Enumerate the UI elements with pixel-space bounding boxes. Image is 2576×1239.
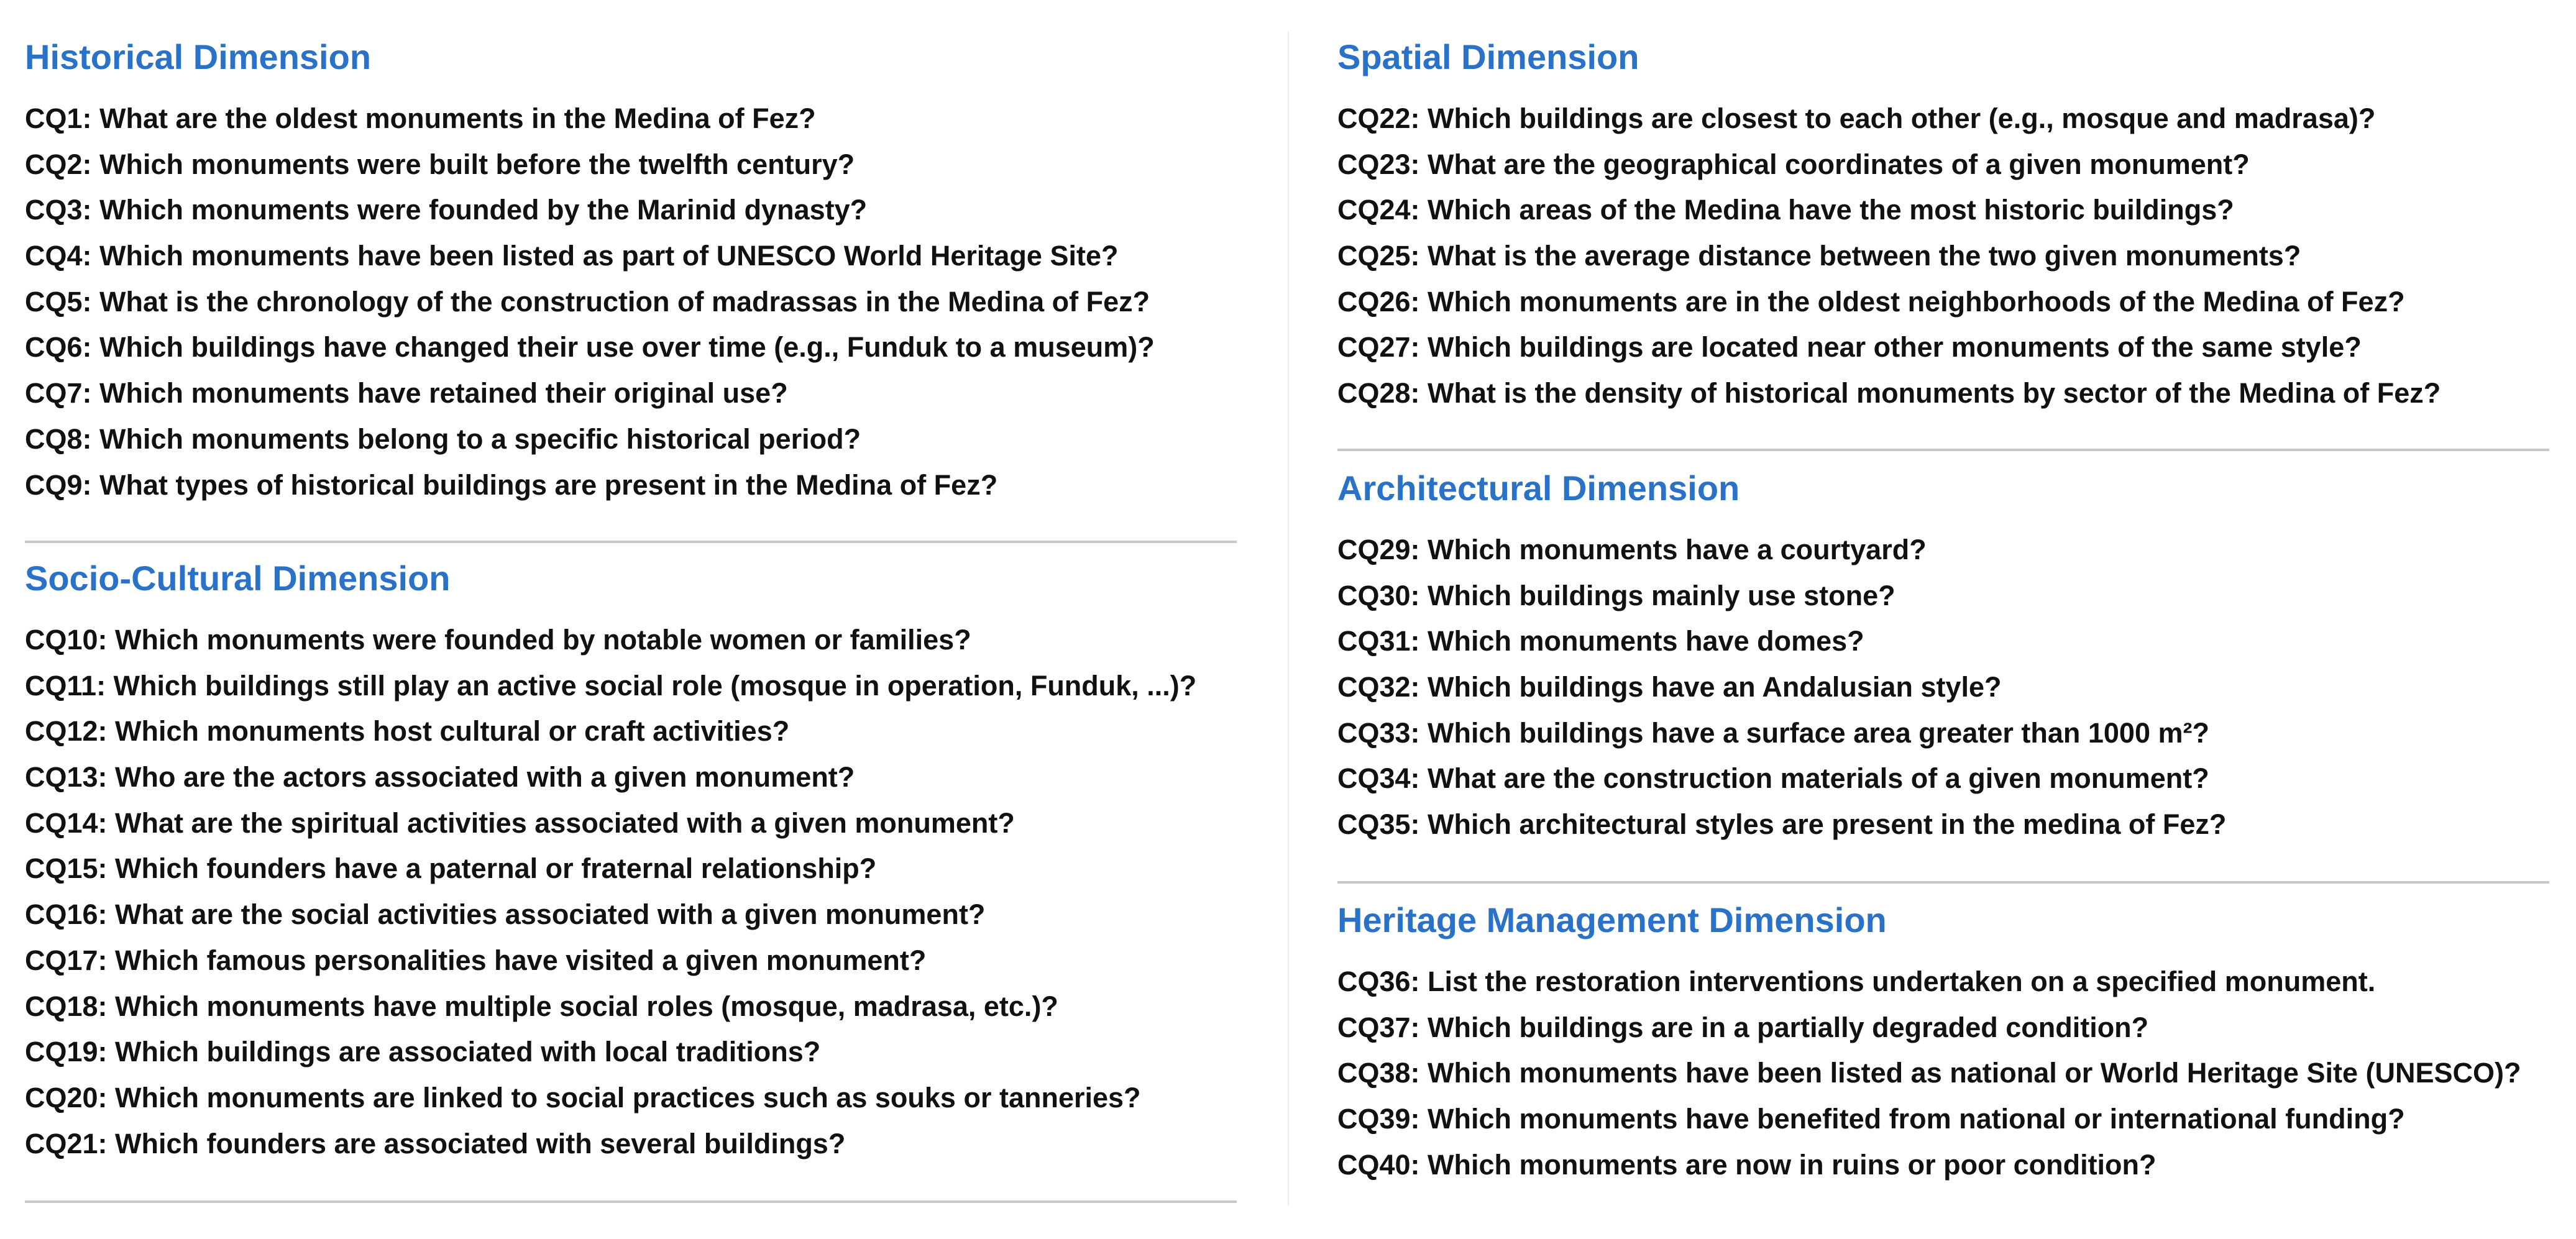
cq-item: CQ11: Which buildings still play an active social role (mosque in operation, Funduk, ...)?	[25, 669, 1197, 702]
cq-item: CQ30: Which buildings mainly use stone?	[1337, 579, 1895, 611]
cq-item: CQ18: Which monuments have multiple social roles (mosque, madrasa, etc.)?	[25, 990, 1058, 1022]
cq-item: CQ22: Which buildings are closest to each other (e.g., mosque and madrasa)?	[1337, 103, 2376, 134]
cq-item: CQ13: Who are the actors associated with a given monument?	[25, 761, 855, 793]
cq-item: CQ8: Which monuments belong to a specific historical period?	[25, 423, 861, 455]
cq-item: CQ5: What is the chronology of the construction of madrassas in the Medina of Fez?	[25, 285, 1150, 318]
cq-item: CQ34: What are the construction materials of a given monument?	[1337, 762, 2209, 795]
section-title-heritage-management: Heritage Management Dimension	[1337, 900, 1887, 940]
cq-item: CQ40: Which monuments are now in ruins or poor condition?	[1337, 1148, 2157, 1181]
cq-list-architectural	[1337, 527, 2226, 848]
cq-list-historical	[25, 96, 1155, 508]
cq-item: CQ36: List the restoration interventions undertaken on a specified monument.	[1337, 966, 2376, 997]
cq-item: CQ39: Which monuments have benefited from national or international funding?	[1337, 1103, 2405, 1135]
cq-item: CQ21: Which founders are associated with several buildings?	[25, 1127, 846, 1159]
cq-item: CQ14: What are the spiritual activities associated with a given monument?	[25, 807, 1015, 839]
cq-item: CQ29: Which monuments have a courtyard?	[1337, 534, 1927, 565]
cq-item: CQ32: Which buildings have an Andalusian style?	[1337, 671, 2002, 703]
column-divider	[1288, 31, 1289, 1205]
cq-item: CQ20: Which monuments are linked to social practices such as souks or tanneries?	[25, 1081, 1141, 1113]
cq-item: CQ33: Which buildings have a surface area greater than 1000 m²?	[1337, 716, 2209, 749]
cq-item: CQ4: Which monuments have been listed as part of UNESCO World Heritage Site?	[25, 240, 1119, 272]
cq-item: CQ24: Which areas of the Medina have the most historic buildings?	[1337, 194, 2234, 226]
section-divider	[1337, 881, 2549, 884]
section-divider	[1337, 449, 2549, 451]
cq-item: CQ6: Which buildings have changed their use over time (e.g., Funduk to a museum)?	[25, 331, 1155, 363]
cq-list-spatial	[1337, 96, 2441, 416]
cq-item: CQ25: What is the average distance between the two given monuments?	[1337, 240, 2301, 272]
cq-list-socio-cultural	[25, 617, 1196, 1166]
cq-item: CQ38: Which monuments have been listed as national or World Heritage Site (UNESCO)?	[1337, 1057, 2521, 1089]
section-divider	[25, 1200, 1237, 1203]
cq-item: CQ17: Which famous personalities have visited a given monument?	[25, 944, 927, 976]
cq-item: CQ26: Which monuments are in the oldest neighborhoods of the Medina of Fez?	[1337, 285, 2405, 318]
cq-item: CQ2: Which monuments were built before the twelfth century?	[25, 148, 855, 180]
cq-item: CQ9: What types of historical buildings are present in the Medina of Fez?	[25, 469, 998, 501]
section-title-socio-cultural: Socio-Cultural Dimension	[25, 559, 451, 598]
cq-item: CQ27: Which buildings are located near other monuments of the same style?	[1337, 331, 2362, 363]
cq-item: CQ12: Which monuments host cultural or craft activities?	[25, 715, 790, 748]
section-title-historical: Historical Dimension	[25, 37, 372, 76]
cq-item: CQ28: What is the density of historical monuments by sector of the Medina of Fez?	[1337, 377, 2441, 409]
section-title-spatial: Spatial Dimension	[1337, 37, 1639, 76]
section-divider	[25, 541, 1237, 543]
cq-item: CQ10: Which monuments were founded by notable women or families?	[25, 624, 971, 656]
cq-item: CQ7: Which monuments have retained their original use?	[25, 377, 788, 409]
cq-item: CQ35: Which architectural styles are present in the medina of Fez?	[1337, 808, 2227, 841]
cq-item: CQ1: What are the oldest monuments in the Medina of Fez?	[25, 103, 816, 134]
cq-item: CQ31: Which monuments have domes?	[1337, 625, 1864, 657]
cq-item: CQ23: What are the geographical coordinates of a given monument?	[1337, 148, 2250, 180]
cq-item: CQ37: Which buildings are in a partially degraded condition?	[1337, 1011, 2149, 1043]
cq-item: CQ19: Which buildings are associated with local traditions?	[25, 1036, 821, 1068]
cq-item: CQ15: Which founders have a paternal or fraternal relationship?	[25, 853, 877, 885]
cq-item: CQ3: Which monuments were founded by the Marinid dynasty?	[25, 194, 868, 226]
cq-item: CQ16: What are the social activities associated with a given monument?	[25, 898, 986, 931]
section-title-architectural: Architectural Dimension	[1337, 469, 1740, 508]
cq-list-heritage-management	[1337, 959, 2521, 1187]
